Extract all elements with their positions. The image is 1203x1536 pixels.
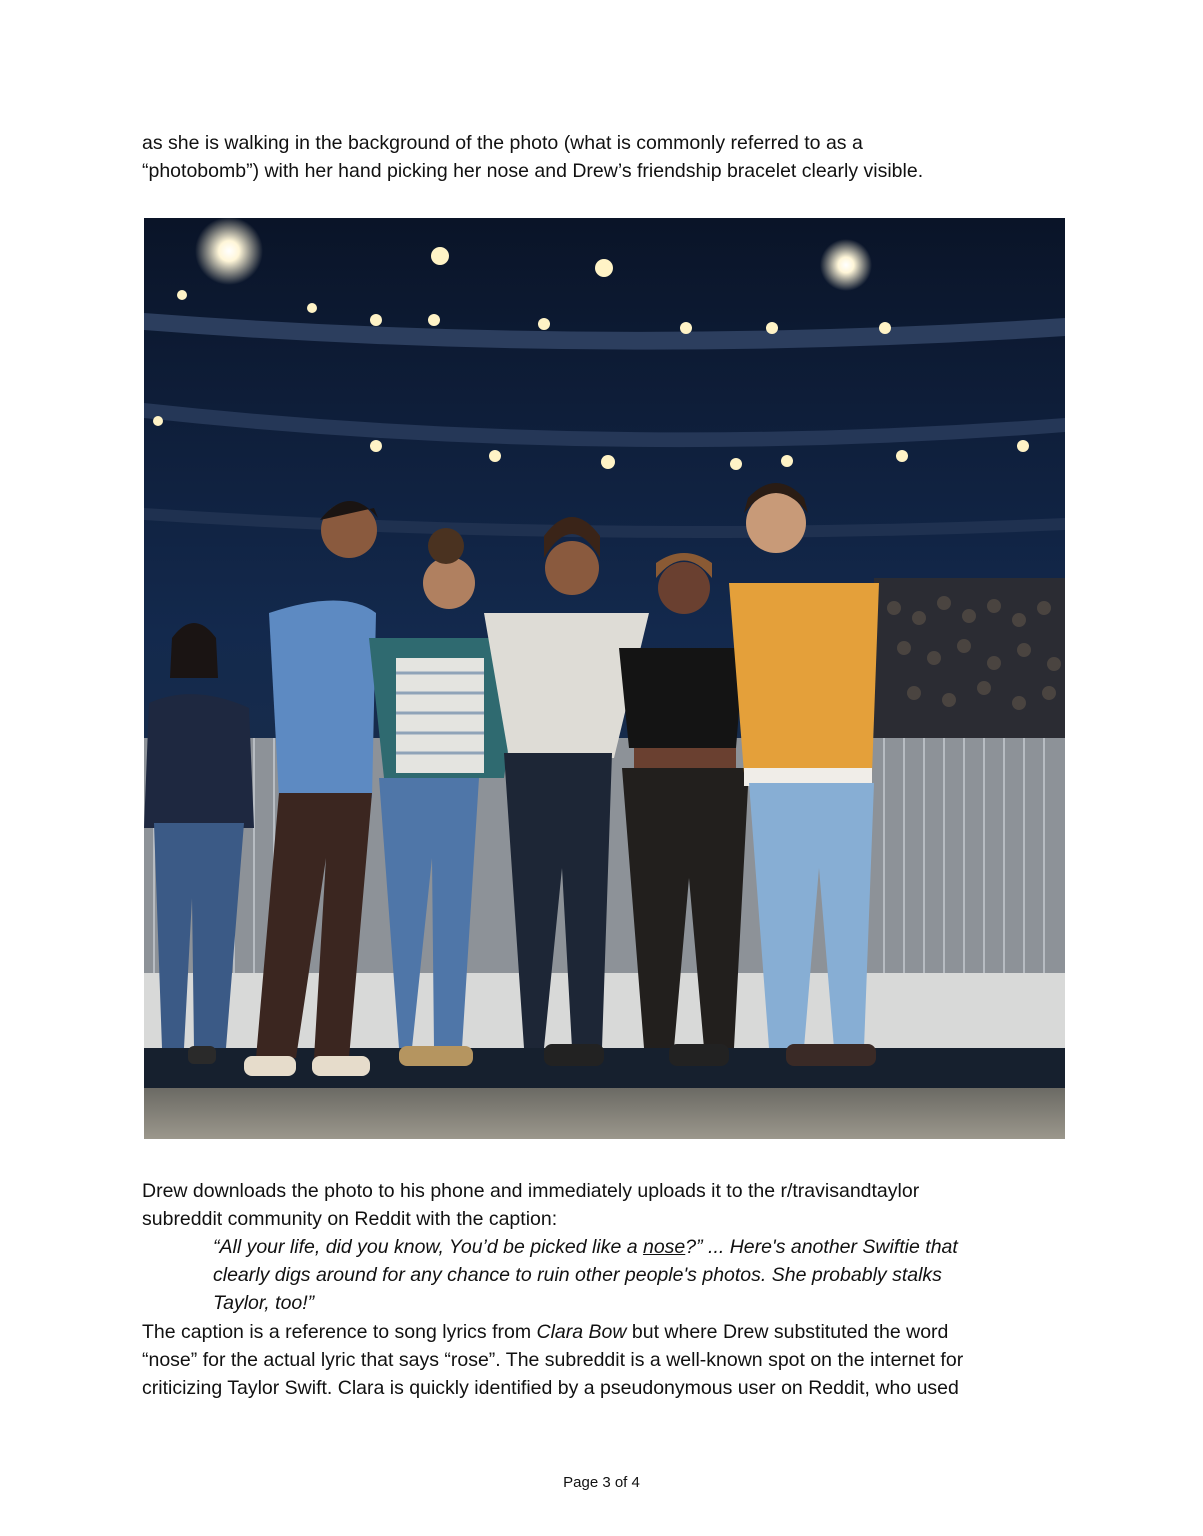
paragraph-line: “photobomb”) with her hand picking her nose and Drew’s friendship bracelet clearly visible. xyxy=(142,160,924,182)
song-title: Clara Bow xyxy=(536,1321,627,1343)
paragraph-line: as she is walking in the background of the photo (what is commonly referred to as a xyxy=(142,132,863,154)
quote-line xyxy=(213,1233,1073,1261)
paragraph-text: The caption is a reference to song lyrics from xyxy=(142,1321,537,1343)
paragraph-line: criticizing Taylor Swift. Clara is quickly identified by a pseudonymous user on Reddit, who used xyxy=(142,1377,959,1399)
paragraph-line xyxy=(142,1318,1072,1346)
paragraph-caption-reference xyxy=(142,1318,1072,1402)
quote-text: ?” ... Here's another Swiftie that xyxy=(685,1236,958,1258)
group-photo-illustration xyxy=(144,218,1065,1139)
page-number: Page 3 of 4 xyxy=(563,1474,640,1491)
paragraph-line: Drew downloads the photo to his phone and immediately uploads it to the r/travisandtaylor xyxy=(142,1180,920,1202)
quote-text: “All your life, did you know, You’d be picked like a xyxy=(213,1236,643,1258)
group-photo xyxy=(144,218,1065,1139)
quote-line: clearly digs around for any chance to ruin other people's photos. She probably stalks xyxy=(213,1264,942,1286)
quote-underlined-word: nose xyxy=(642,1236,686,1258)
paragraph-upload xyxy=(142,1177,1072,1233)
paragraph-line: “nose” for the actual lyric that says “rose”. The subreddit is a well-known spot on the internet for xyxy=(142,1349,964,1371)
paragraph-line: subreddit community on Reddit with the caption: xyxy=(142,1208,558,1230)
paragraph-text: but where Drew substituted the word xyxy=(626,1321,949,1343)
caption-quote xyxy=(213,1233,1073,1317)
paragraph-photobomb xyxy=(142,129,1072,185)
quote-line: Taylor, too!” xyxy=(213,1292,315,1314)
